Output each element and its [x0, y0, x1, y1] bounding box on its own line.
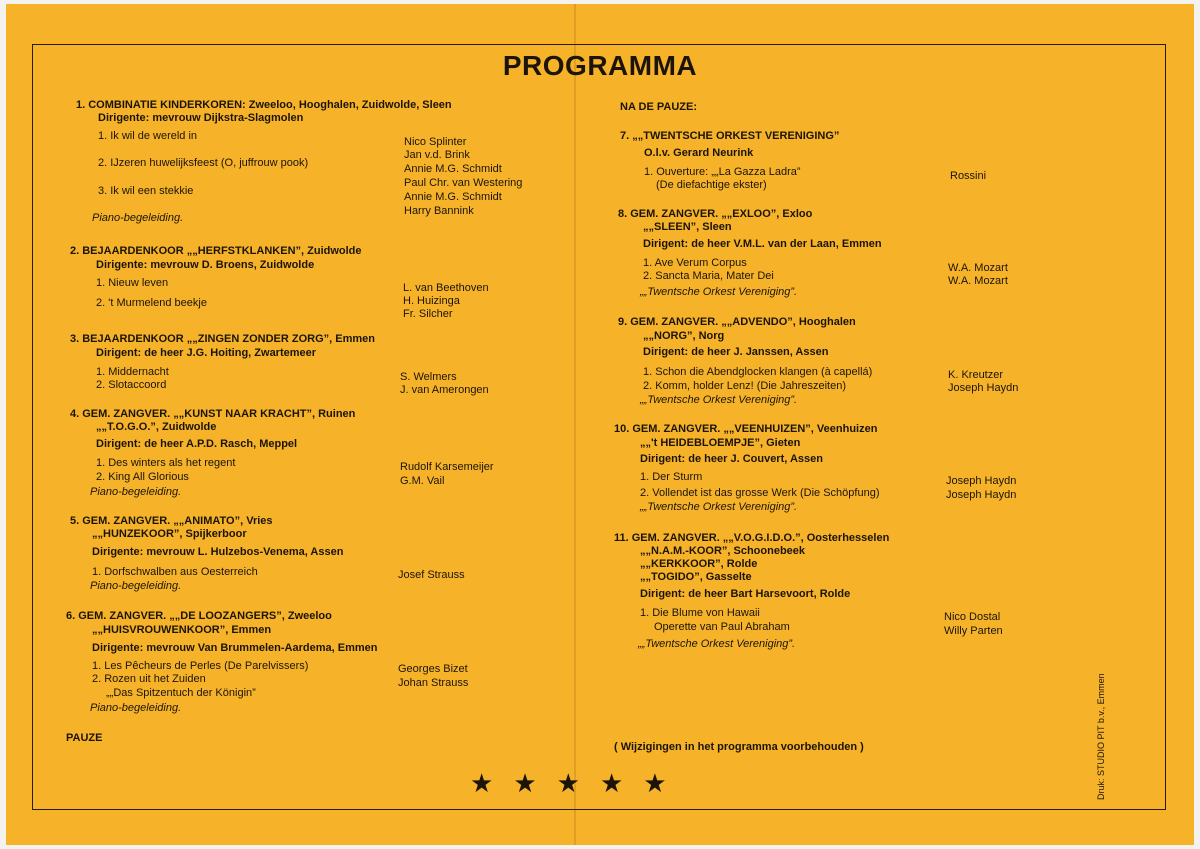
item-5-heading-2: „„HUNZEKOOR”, Spijkerboor — [92, 528, 247, 540]
item-11-conductor: Dirigent: de heer Bart Harsevoort, Rolde — [640, 588, 851, 600]
item-1-composer-3: Annie M.G. Schmidt — [404, 163, 502, 175]
changes-reserved-note: ( Wijzigingen in het programma voorbehouden ) — [614, 741, 864, 753]
star-icon: ★ — [513, 768, 537, 798]
item-6-piece-1: 1. Les Pêcheurs de Perles (De Parelvissers) — [92, 660, 309, 672]
item-6-piece-2: 2. Rozen uit het Zuiden — [92, 673, 206, 685]
item-11-piece-1-subtitle: Operette van Paul Abraham — [654, 621, 790, 633]
item-4-heading: 4. GEM. ZANGVER. „„KUNST NAAR KRACHT”, Ruinen — [70, 408, 356, 420]
item-10-piece-2: 2. Vollendet ist das grosse Werk (Die Schöpfung) — [640, 487, 880, 499]
item-10-composer-2: Joseph Haydn — [946, 489, 1017, 501]
item-1-composer-6: Harry Bannink — [404, 205, 474, 217]
item-10-composer-1: Joseph Haydn — [946, 475, 1017, 487]
after-break-label: NA DE PAUZE: — [620, 101, 697, 113]
item-4-piece-2: 2. King All Glorious — [96, 471, 189, 483]
item-5-note: Piano-begeleiding. — [90, 580, 182, 592]
star-icon: ★ — [556, 768, 580, 798]
item-11-composer-2: Willy Parten — [944, 625, 1003, 637]
item-7-heading: 7. „„TWENTSCHE ORKEST VERENIGING” — [620, 130, 840, 142]
item-2-composer-3: Fr. Silcher — [403, 308, 453, 320]
item-8-piece-2: 2. Sancta Maria, Mater Dei — [643, 270, 774, 282]
item-11-composer-1: Nico Dostal — [944, 611, 1001, 623]
item-4-composer-1: Rudolf Karsemeijer — [400, 461, 494, 473]
item-9-composer-2: Joseph Haydn — [948, 382, 1019, 394]
item-8-note: „„Twentsche Orkest Vereniging”. — [640, 286, 798, 298]
item-1-note: Piano-begeleiding. — [92, 212, 184, 224]
item-1-composer-1: Nico Splinter — [404, 136, 467, 148]
item-6-composer-2: Johan Strauss — [398, 677, 469, 689]
item-11-note: „„Twentsche Orkest Vereniging”. — [638, 638, 796, 650]
item-8-composer-1: W.A. Mozart — [948, 262, 1008, 274]
item-7-composer-1: Rossini — [950, 170, 987, 182]
item-9-heading-2: „„NORG”, Norg — [643, 330, 725, 342]
item-4-heading-2: „„T.O.G.O.”, Zuidwolde — [96, 421, 217, 433]
item-4-composer-2: G.M. Vail — [400, 475, 445, 487]
printer-imprint: Druk: STUDIO PIT b.v., Emmen — [1096, 673, 1106, 800]
item-6-piece-2-subtitle: „„Das Spitzentuch der Königin” — [106, 687, 256, 699]
item-9-heading: 9. GEM. ZANGVER. „„ADVENDO”, Hooghalen — [618, 316, 856, 328]
item-2-piece-1: 1. Nieuw leven — [96, 277, 169, 289]
item-2-piece-2: 2. 't Murmelend beekje — [96, 297, 207, 309]
page-title: PROGRAMMA — [502, 50, 698, 81]
item-3-piece-1: 1. Middernacht — [96, 366, 169, 378]
item-5-composer-1: Josef Strauss — [398, 569, 465, 581]
item-8-composer-2: W.A. Mozart — [948, 275, 1008, 287]
pauze-label: PAUZE — [66, 732, 103, 744]
item-1-heading: 1. COMBINATIE KINDERKOREN: Zweeloo, Hooghalen, Zuidwolde, Sleen — [76, 99, 452, 111]
item-5-piece-1: 1. Dorfschwalben aus Oesterreich — [92, 566, 258, 578]
item-5-conductor: Dirigente: mevrouw L. Hulzebos-Venema, Assen — [92, 546, 344, 558]
item-3-composer-2: J. van Amerongen — [400, 384, 489, 396]
item-11-heading-4: „„TOGIDO”, Gasselte — [640, 571, 752, 583]
item-10-heading-2: „„'t HEIDEBLOEMPJE”, Gieten — [640, 437, 801, 449]
item-4-piece-1: 1. Des winters als het regent — [96, 457, 236, 469]
star-icon: ★ — [643, 768, 667, 798]
item-6-composer-1: Georges Bizet — [398, 663, 468, 675]
item-1-piece-1: 1. Ik wil de wereld in — [98, 130, 198, 142]
item-2-composer-1: L. van Beethoven — [403, 282, 489, 294]
item-6-heading-2: „„HUISVROUWENKOOR”, Emmen — [92, 624, 272, 636]
item-11-heading: 11. GEM. ZANGVER. „„V.O.G.I.D.O.”, Oosterhesselen — [614, 532, 890, 544]
item-3-heading: 3. BEJAARDENKOOR „„ZINGEN ZONDER ZORG”, Emmen — [70, 333, 375, 345]
item-9-composer-1: K. Kreutzer — [948, 369, 1004, 381]
item-10-heading: 10. GEM. ZANGVER. „„VEENHUIZEN”, Veenhuizen — [614, 423, 878, 435]
item-4-note: Piano-begeleiding. — [90, 486, 182, 498]
item-8-conductor: Dirigent: de heer V.M.L. van der Laan, Emmen — [643, 238, 882, 250]
item-11-piece-1: 1. Die Blume von Hawaii — [640, 607, 760, 619]
star-icon: ★ — [470, 768, 494, 798]
item-8-heading-2: „„SLEEN”, Sleen — [643, 221, 732, 233]
item-11-heading-3: „„KERKKOOR”, Rolde — [640, 558, 758, 570]
star-icon: ★ — [599, 768, 624, 798]
item-9-note: „„Twentsche Orkest Vereniging”. — [640, 394, 798, 406]
item-6-note: Piano-begeleiding. — [90, 702, 182, 714]
item-9-piece-1: 1. Schon die Abendglocken klangen (à capellá) — [643, 366, 873, 378]
item-7-piece-1-subtitle: (De diefachtige ekster) — [656, 179, 767, 191]
item-7-conductor: O.l.v. Gerard Neurink — [644, 147, 754, 159]
item-1-piece-3: 3. Ik wil een stekkie — [98, 185, 194, 197]
star-ornaments — [470, 770, 687, 796]
item-8-heading: 8. GEM. ZANGVER. „„EXLOO”, Exloo — [618, 208, 813, 220]
item-3-composer-1: S. Welmers — [400, 371, 457, 383]
item-2-composer-2: H. Huizinga — [403, 295, 460, 307]
item-6-heading: 6. GEM. ZANGVER. „„DE LOOZANGERS”, Zweeloo — [66, 610, 332, 622]
item-1-conductor: Dirigente: mevrouw Dijkstra-Slagmolen — [98, 112, 304, 124]
item-1-composer-4: Paul Chr. van Westering — [404, 177, 523, 189]
item-1-piece-2: 2. IJzeren huwelijksfeest (O, juffrouw pook) — [98, 157, 309, 169]
item-1-composer-2: Jan v.d. Brink — [404, 149, 470, 161]
item-3-piece-2: 2. Slotaccoord — [96, 379, 167, 391]
item-10-piece-1: 1. Der Sturm — [640, 471, 703, 483]
item-2-conductor: Dirigente: mevrouw D. Broens, Zuidwolde — [96, 259, 315, 271]
item-9-conductor: Dirigent: de heer J. Janssen, Assen — [643, 346, 829, 358]
item-10-note: „„Twentsche Orkest Vereniging”. — [640, 501, 798, 513]
item-1-composer-5: Annie M.G. Schmidt — [404, 191, 502, 203]
item-10-conductor: Dirigent: de heer J. Couvert, Assen — [640, 453, 823, 465]
item-2-heading: 2. BEJAARDENKOOR „„HERFSTKLANKEN”, Zuidwolde — [70, 245, 362, 257]
item-5-heading: 5. GEM. ZANGVER. „„ANIMATO”, Vries — [70, 515, 273, 527]
item-6-conductor: Dirigente: mevrouw Van Brummelen-Aardema, Emmen — [92, 642, 378, 654]
item-3-conductor: Dirigent: de heer J.G. Hoiting, Zwartemeer — [96, 347, 317, 359]
item-8-piece-1: 1. Ave Verum Corpus — [643, 257, 747, 269]
item-4-conductor: Dirigent: de heer A.P.D. Rasch, Meppel — [96, 438, 298, 450]
item-7-piece-1: 1. Ouverture: „„La Gazza Ladra” — [644, 166, 801, 178]
item-9-piece-2: 2. Komm, holder Lenz! (Die Jahreszeiten) — [643, 380, 846, 392]
item-11-heading-2: „„N.A.M.-KOOR”, Schoonebeek — [640, 545, 806, 557]
